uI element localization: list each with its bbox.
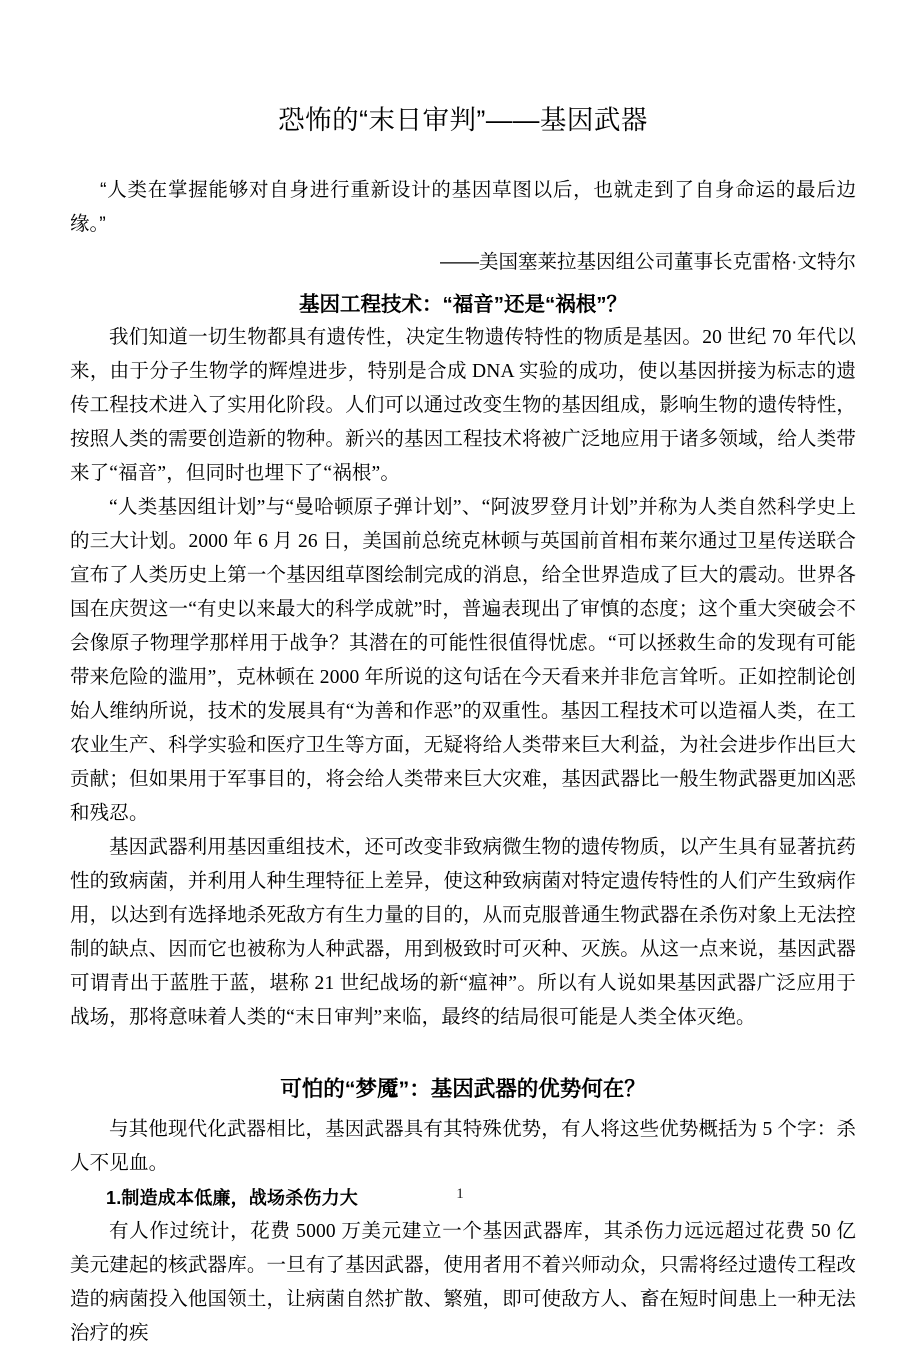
section-heading-2: 可怕的“梦魇”：基因武器的优势何在？ (280, 1077, 646, 1102)
page-content (70, 0, 856, 1351)
paragraph: 基因武器利用基因重组技术，还可改变非致病微生物的遗传物质，以产生具有显著抗药性的致病菌，并利用人种生理特征上差异，使这种致病菌对特定遗传特性的人们产生致病作用，以达到有选择地杀死敌方有生力量的目的，从而克服普通生物武器在杀伤对象上无法控制的缺点、因而它也被称为人种武器，用到极致时可灭种、灭族。从这一点来说，基因武器可谓青出于蓝胜于蓝，堪称 21 世纪战场的新“瘟神”。所以有人说如果基因武器广泛应用于战场，那将意味着人类的“末日审判”来临，最终的结局很可能是人类全体灭绝。 (70, 837, 857, 1029)
section-heading-1: 基因工程技术：“福音”还是“祸根”？ (299, 293, 627, 317)
page-number: 1 (456, 1186, 464, 1202)
paragraph: 我们知道一切生物都具有遗传性，决定生物遗传特性的物质是基因。20 世纪 70 年代以来，由于分子生物学的辉煌进步，特别是合成 DNA 实验的成功，使以基因拼接为标志的遗传工程技术进入了实用化阶段。人们可以通过改变生物的基因组成，影响生物的遗传特性，按照人类的需要创造新的物种。新兴的基因工程技术将被广泛地应用于诸多领域，给人类带来了“福音”，但同时也埋下了“祸根”。 (70, 327, 857, 485)
epigraph-attribution: ——美国塞莱拉基因组公司董事长克雷格·文特尔 (440, 251, 856, 274)
paragraph: 有人作过统计，花费 5000 万美元建立一个基因武器库，其杀伤力远远超过花费 50 亿美元建起的核武器库。一旦有了基因武器，使用者用不着兴师动众，只需将经过遗传工程改造的病菌投入他国领土，让病菌自然扩散、繁殖，即可使敌方人、畜在短时间患上一种无法治疗的疾 (70, 1221, 857, 1345)
paragraph: “人类基因组计划”与“曼哈顿原子弹计划”、“阿波罗登月计划”并称为人类自然科学史上的三大计划。2000 年 6 月 26 日，美国前总统克林顿与英国前首相布莱尔通过卫星传送联合宣布了人类历史上第一个基因组草图绘制完成的消息，给全世界造成了巨大的震动。世界各国在庆贺这一“有史以来最大的科学成就”时，普遍表现出了审慎的态度；这个重大突破会不会像原子物理学那样用于战争？其潜在的可能性很值得忧虑。“可以拯救生命的发现有可能带来危险的滥用”，克林顿在 2000 年所说的这句话在今天看来并非危言耸听。正如控制论创始人维纳所说，技术的发展具有“为善和作恶”的双重性。基因工程技术可以造福人类，在工农业生产、科学实验和医疗卫生等方面，无疑将给人类带来巨大利益，为社会进步作出巨大贡献；但如果用于军事目的，将会给人类带来巨大灾难，基因武器比一般生物武器更加凶恶和残忍。 (70, 497, 857, 825)
page-title: 恐怖的“末日审判”——基因武器 (278, 105, 648, 135)
paragraph: 与其他现代化武器相比，基因武器具有其特殊优势，有人将这些优势概括为 5 个字：杀人不见血。 (70, 1119, 857, 1175)
subsection-heading-1: 1.制造成本低廉，战场杀伤力大 (106, 1188, 359, 1209)
epigraph-quote: “人类在掌握能够对自身进行重新设计的基因草图以后，也就走到了自身命运的最后边缘。” (70, 179, 856, 236)
